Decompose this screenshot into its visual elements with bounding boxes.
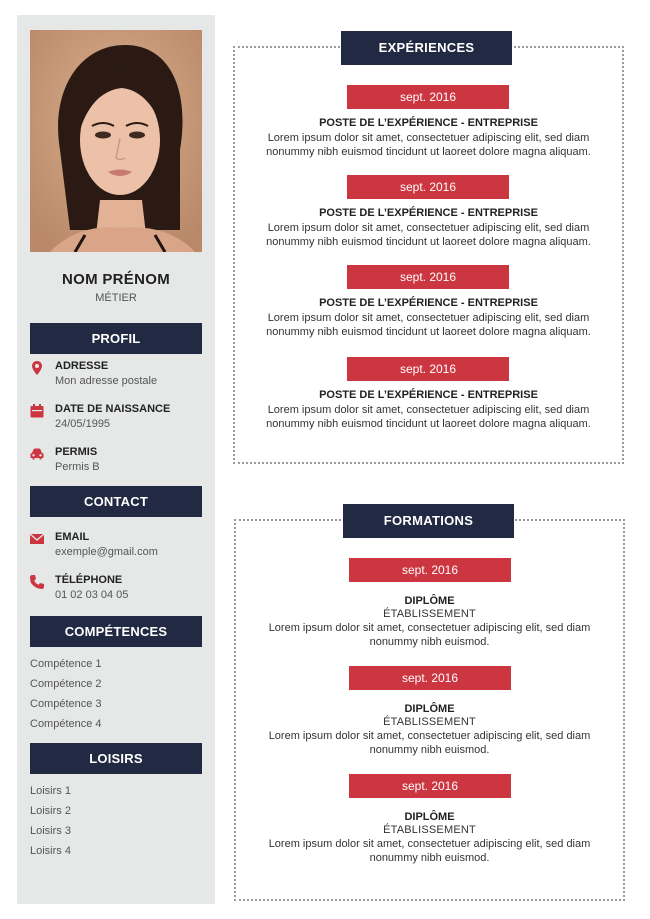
experience-title: POSTE DE L’EXPÉRIENCE - ENTREPRISE	[319, 117, 538, 129]
skill-item: Compétence 1	[30, 658, 102, 670]
skill-item: Compétence 3	[30, 698, 102, 710]
experience-date: sept. 2016	[347, 175, 509, 199]
profile-photo	[30, 30, 202, 252]
envelope-icon	[29, 531, 45, 547]
skill-item: Compétence 4	[30, 718, 102, 730]
hobby-item: Loisirs 2	[30, 805, 71, 817]
experience-desc-line: nonummy nibh euismod tincidunt ut laoreet dolore magna aliquam.	[266, 236, 591, 248]
experience-title: POSTE DE L’EXPÉRIENCE - ENTREPRISE	[319, 389, 538, 401]
person-name: NOM PRÉNOM	[62, 271, 170, 288]
formation-title: DIPLÔME	[404, 703, 455, 715]
phone-icon	[29, 574, 45, 590]
experience-desc-line: nonummy nibh euismod tincidunt ut laoreet dolore magna aliquam.	[266, 418, 591, 430]
experience-date: sept. 2016	[347, 85, 509, 109]
experience-desc-line: Lorem ipsum dolor sit amet, consectetuer adipiscing elit, sed diam	[267, 404, 590, 416]
address-label: ADRESSE	[55, 360, 109, 372]
hobby-item: Loisirs 1	[30, 785, 71, 797]
experience-desc-line: Lorem ipsum dolor sit amet, consectetuer adipiscing elit, sed diam	[267, 132, 590, 144]
phone-label: TÉLÉPHONE	[55, 574, 123, 586]
experiences-heading: EXPÉRIENCES	[341, 31, 512, 65]
experience-date: sept. 2016	[347, 265, 509, 289]
sidebar	[17, 15, 215, 904]
experience-desc-line: nonummy nibh euismod tincidunt ut laoreet dolore magna aliquam.	[266, 146, 591, 158]
hobbies-heading: LOISIRS	[30, 743, 202, 774]
formation-desc-line: nonummy nibh euismod.	[369, 636, 490, 648]
address-value: Mon adresse postale	[55, 375, 158, 387]
formation-desc-line: nonummy nibh euismod.	[369, 744, 490, 756]
formation-school: ÉTABLISSEMENT	[383, 716, 476, 728]
experience-desc-line: Lorem ipsum dolor sit amet, consectetuer adipiscing elit, sed diam	[267, 312, 590, 324]
formation-date: sept. 2016	[349, 774, 511, 798]
hobby-item: Loisirs 4	[30, 845, 71, 857]
hobby-item: Loisirs 3	[30, 825, 71, 837]
email-value: exemple@gmail.com	[55, 546, 158, 558]
formation-school: ÉTABLISSEMENT	[383, 608, 476, 620]
skills-heading: COMPÉTENCES	[30, 616, 202, 647]
license-value: Permis B	[55, 461, 100, 473]
profile-heading: PROFIL	[30, 323, 202, 354]
experience-date: sept. 2016	[347, 357, 509, 381]
experience-title: POSTE DE L’EXPÉRIENCE - ENTREPRISE	[319, 297, 538, 309]
formation-desc-line: Lorem ipsum dolor sit amet, consectetuer adipiscing elit, sed diam	[268, 838, 591, 850]
formations-heading: FORMATIONS	[343, 504, 514, 538]
contact-heading: CONTACT	[30, 486, 202, 517]
formation-title: DIPLÔME	[404, 595, 455, 607]
portrait-image	[30, 30, 202, 252]
formation-date: sept. 2016	[349, 558, 511, 582]
experience-title: POSTE DE L’EXPÉRIENCE - ENTREPRISE	[319, 207, 538, 219]
skill-item: Compétence 2	[30, 678, 102, 690]
email-label: EMAIL	[55, 531, 90, 543]
formation-desc-line: Lorem ipsum dolor sit amet, consectetuer adipiscing elit, sed diam	[268, 622, 591, 634]
location-pin-icon	[29, 360, 45, 376]
formation-date: sept. 2016	[349, 666, 511, 690]
birthdate-label: DATE DE NAISSANCE	[55, 403, 171, 415]
formation-school: ÉTABLISSEMENT	[383, 824, 476, 836]
formation-title: DIPLÔME	[404, 811, 455, 823]
license-label: PERMIS	[55, 446, 98, 458]
experience-desc-line: nonummy nibh euismod tincidunt ut laoreet dolore magna aliquam.	[266, 326, 591, 338]
formation-desc-line: Lorem ipsum dolor sit amet, consectetuer adipiscing elit, sed diam	[268, 730, 591, 742]
birthdate-value: 24/05/1995	[55, 418, 111, 430]
calendar-icon	[29, 403, 45, 419]
phone-value: 01 02 03 04 05	[55, 589, 129, 601]
experience-desc-line: Lorem ipsum dolor sit amet, consectetuer adipiscing elit, sed diam	[267, 222, 590, 234]
car-icon	[29, 446, 45, 462]
formation-desc-line: nonummy nibh euismod.	[369, 852, 490, 864]
person-job: MÉTIER	[95, 292, 137, 304]
